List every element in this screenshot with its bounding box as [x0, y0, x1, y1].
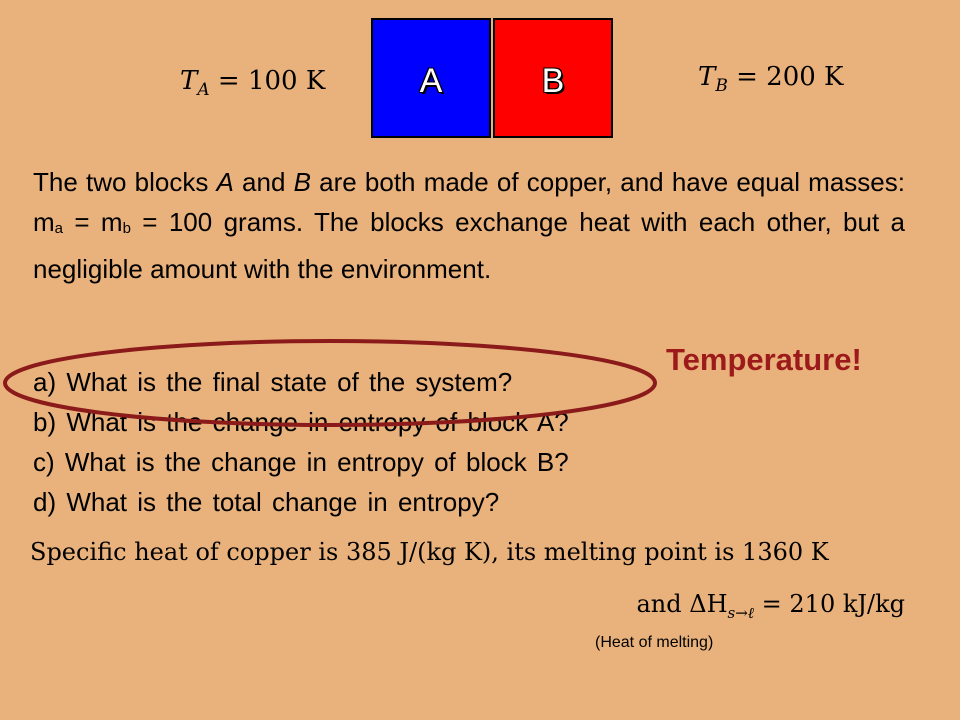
temperature-a: [180, 66, 325, 100]
problem-text-part: and: [233, 167, 294, 197]
highlight-ellipse-shape: [5, 341, 655, 425]
temperature-b: [698, 62, 843, 96]
question-a: a) What is the final state of the system?: [33, 367, 513, 397]
heat-of-melting-caption: (Heat of melting): [595, 634, 714, 651]
temperature-a-symbol: T: [180, 66, 198, 96]
question-c: c) What is the change in entropy of block B?: [33, 447, 569, 477]
problem-block-a: A: [216, 167, 234, 197]
question-d: d) What is the total change in entropy?: [33, 487, 500, 517]
problem-text-part: = m: [63, 207, 123, 237]
block-a-label: A: [419, 62, 443, 100]
mass-a-subscript: a: [54, 220, 64, 237]
problem-text-part: = 100 grams. The blocks exchange heat with each other, but a negligible amount with the environment.: [33, 207, 905, 284]
question-b: b) What is the change in entropy of block A?: [33, 407, 569, 437]
highlight-ellipse: [0, 338, 670, 434]
problem-block-b: B: [293, 167, 311, 197]
problem-text-part: are both made of copper, and have equal masses: m: [33, 167, 905, 237]
melting-heat-subscript: s→ℓ: [727, 603, 755, 622]
temperature-b-symbol: T: [698, 62, 716, 92]
block-b-label: B: [541, 62, 565, 100]
problem-text-part: The two blocks: [33, 167, 217, 197]
melting-heat-value: = 210 kJ/kg: [754, 590, 905, 618]
block-b: [493, 18, 613, 138]
melting-heat-prefix: and ΔH: [636, 590, 728, 618]
specific-heat-text: Specific heat of copper is 385 J/(kg K), its melting point is 1360 K: [30, 538, 829, 566]
mass-b-subscript: b: [122, 220, 131, 237]
problem-statement: [33, 162, 905, 289]
block-a: [371, 18, 491, 138]
melting-heat-text: [636, 590, 905, 623]
temperature-annotation: Temperature!: [666, 342, 862, 377]
temperature-a-value: = 100 K: [209, 66, 326, 96]
temperature-b-subscript: B: [715, 76, 728, 97]
temperature-a-subscript: A: [197, 80, 210, 101]
temperature-b-value: = 200 K: [727, 62, 844, 92]
